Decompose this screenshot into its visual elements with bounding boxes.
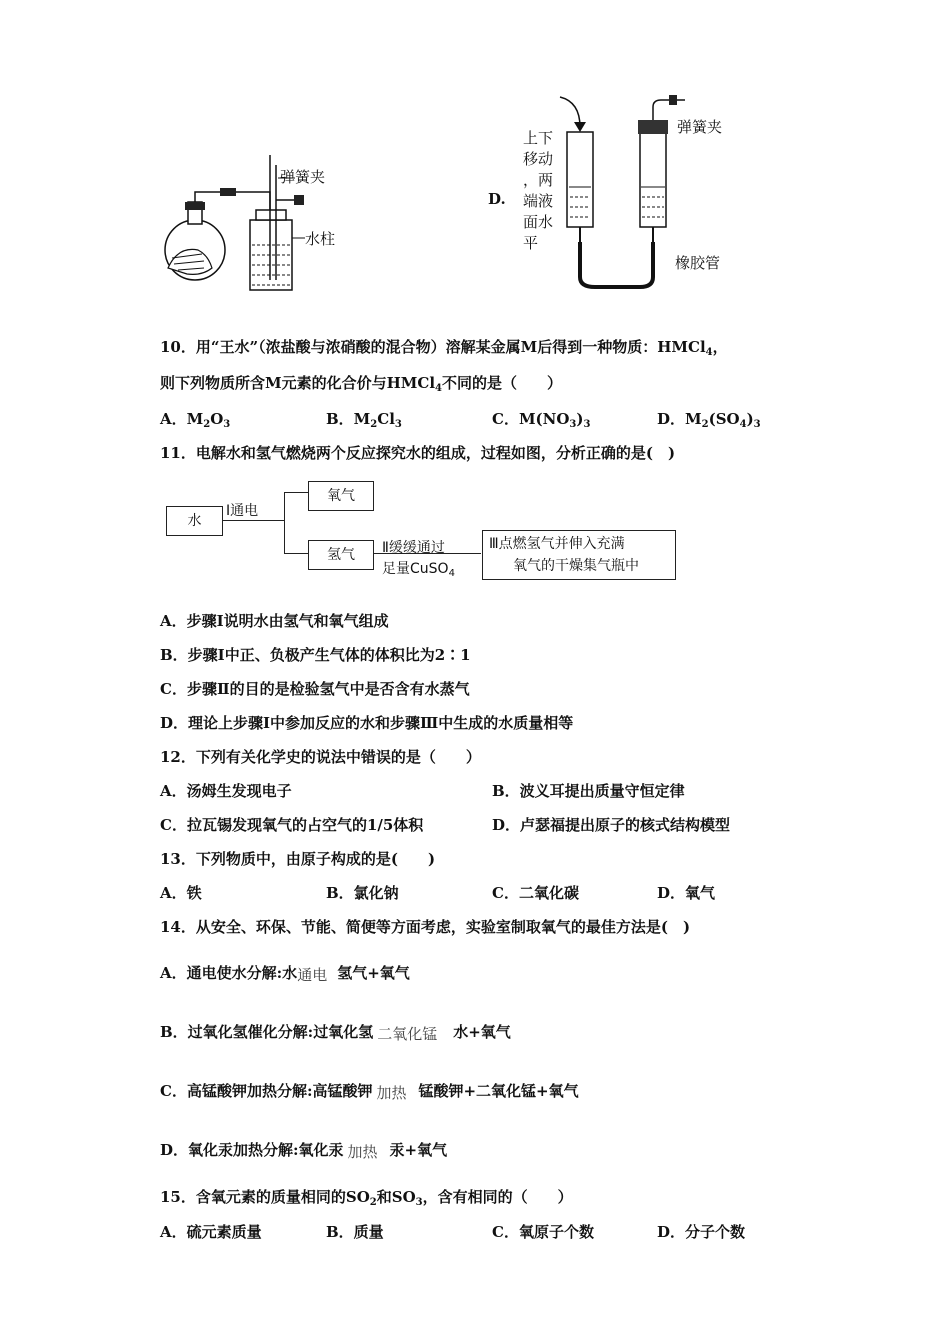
reaction-reactant: B．过氧化氢催化分解:过氧化氢 <box>160 1023 374 1041</box>
hydrogen-box <box>308 540 374 570</box>
q15-stem-a: 15．含氧元素的质量相同的SO <box>160 1188 370 1206</box>
oxygen-box <box>308 481 374 511</box>
q13-option-d[interactable]: D．氧气 <box>657 884 716 902</box>
step3-line2: 氧气的干燥集气瓶中 <box>513 558 639 574</box>
q10-stem-line2 <box>160 372 562 394</box>
q15-option-c[interactable]: C．氧原子个数 <box>492 1223 594 1241</box>
q15-stem-c: ，含有相同的（ ） <box>422 1188 573 1206</box>
note-line: 上下 <box>523 129 554 147</box>
q15-option-a[interactable]: A．硫元素质量 <box>160 1223 262 1241</box>
formula-part: (SO <box>708 410 740 428</box>
arrow-to-oxygen <box>284 492 308 493</box>
reaction-reactant: D．氧化汞加热分解:氧化汞 <box>160 1141 344 1159</box>
formula-sub: 4 <box>739 419 747 430</box>
formula-sub: 3 <box>753 419 761 430</box>
q15-stem-b: 和SO <box>376 1188 416 1206</box>
note-line: 面水 <box>523 213 554 231</box>
q13-option-a[interactable]: A．铁 <box>160 884 202 902</box>
q11-option-c[interactable]: C．步骤Ⅱ的目的是检验氢气中是否含有水蒸气 <box>160 680 470 698</box>
q10-option-c[interactable] <box>492 408 590 430</box>
reaction-product: 水+氧气 <box>453 1023 511 1041</box>
step2-line1: Ⅱ缓缓通过 <box>382 540 445 556</box>
formula-part: O <box>210 410 224 428</box>
q14-option-d[interactable] <box>160 1139 447 1160</box>
arrow-to-hydrogen <box>284 553 308 554</box>
clip-label-right: 弹簧夹 <box>677 118 723 136</box>
formula-part: Cl <box>377 410 395 428</box>
formula-part: C．M(NO <box>492 410 570 428</box>
q15-sub1: 2 <box>369 1197 377 1208</box>
step2-line2-text: 足量CuSO <box>382 561 449 577</box>
note-line: ，两 <box>523 171 554 189</box>
q10-option-d[interactable] <box>657 408 761 430</box>
q10-option-b[interactable] <box>326 408 402 430</box>
q12-option-a[interactable]: A．汤姆生发现电子 <box>160 782 292 800</box>
q10-line1-sub: 4 <box>705 347 713 358</box>
formula-sub: 2 <box>203 419 211 430</box>
q10-line2-sub: 4 <box>435 383 442 394</box>
rubber-tube-label: 橡胶管 <box>675 254 721 272</box>
reaction-condition: 通电 <box>297 966 328 984</box>
reaction-condition: 二氧化锰 <box>377 1025 438 1043</box>
q13-stem: 13．下列物质中，由原子构成的是( ) <box>160 850 436 868</box>
q10-stem-line1 <box>160 336 728 358</box>
hydrogen-label: 氢气 <box>327 547 355 563</box>
q11-option-a[interactable]: A．步骤Ⅰ说明水由氢气和氧气组成 <box>160 612 389 630</box>
oxygen-label: 氧气 <box>327 488 355 504</box>
q12-option-d[interactable]: D．卢瑟福提出原子的核式结构模型 <box>492 816 731 834</box>
formula-sub: 3 <box>394 419 402 430</box>
q14-stem: 14．从安全、环保、节能、简便等方面考虑，实验室制取氧气的最佳方法是( ) <box>160 918 691 936</box>
formula-sub: 3 <box>569 419 577 430</box>
formula-part: ) <box>576 410 584 428</box>
water-label: 水 <box>187 513 202 529</box>
q13-option-c[interactable]: C．二氧化碳 <box>492 884 579 902</box>
step2-line2 <box>382 558 455 579</box>
clip-label-left: 弹簧夹 <box>280 168 326 186</box>
reaction-reactant: C．高锰酸钾加热分解:高锰酸钾 <box>160 1082 373 1100</box>
note-line: 平 <box>523 234 539 252</box>
q11-stem: 11．电解水和氢气燃烧两个反应探究水的组成，过程如图，分析正确的是( ) <box>160 444 676 462</box>
figure-option-d: D. <box>488 190 506 208</box>
formula-sub: 3 <box>223 419 231 430</box>
q14-option-c[interactable] <box>160 1080 579 1101</box>
reaction-reactant: A．通电使水分解:水 <box>160 964 298 982</box>
q15-option-b[interactable]: B．质量 <box>326 1223 384 1241</box>
q14-option-b[interactable] <box>160 1021 511 1042</box>
q15-sub2: 3 <box>415 1197 423 1208</box>
q10-line2-b: 不同的是（ ） <box>442 374 563 392</box>
reaction-product: 锰酸钾+二氧化锰+氧气 <box>418 1082 579 1100</box>
water-column-label: 水柱 <box>305 230 336 248</box>
q10-line2-a: 则下列物质所含M元素的化合价与HMCl <box>160 374 436 392</box>
q10-option-a[interactable] <box>160 408 230 430</box>
q12-stem: 12．下列有关化学史的说法中错误的是（ ） <box>160 748 481 766</box>
reaction-condition: 加热 <box>376 1084 407 1102</box>
q14-option-a[interactable] <box>160 962 410 983</box>
q13-option-b[interactable]: B．氯化钠 <box>326 884 399 902</box>
vertical-note <box>523 128 557 254</box>
formula-sub: 2 <box>701 419 709 430</box>
q10-line1-end: ， <box>712 338 728 356</box>
reaction-product: 汞+氧气 <box>389 1141 448 1159</box>
formula-part: A．M <box>160 410 204 428</box>
arrow-line <box>222 520 284 521</box>
note-line: 移动 <box>523 150 554 168</box>
step1-label: Ⅰ通电 <box>226 503 259 519</box>
step3-line1: Ⅲ点燃氢气并伸入充满 <box>489 536 625 552</box>
branch-line <box>284 492 285 553</box>
q11-option-d[interactable]: D．理论上步骤Ⅰ中参加反应的水和步骤Ⅲ中生成的水质量相等 <box>160 714 574 732</box>
q11-option-b[interactable]: B．步骤Ⅰ中正、负极产生气体的体积比为2∶1 <box>160 646 471 664</box>
reaction-product: 氢气+氧气 <box>337 964 410 982</box>
water-box <box>166 506 223 536</box>
formula-part: D．M <box>657 410 702 428</box>
note-line: 端液 <box>523 192 554 210</box>
apparatus-figure-right <box>555 92 685 292</box>
q12-option-c[interactable]: C．拉瓦锡发现氧气的占空气的1/5体积 <box>160 816 424 834</box>
step2-sub: 4 <box>448 568 455 579</box>
step3-box <box>482 530 676 580</box>
q15-stem <box>160 1186 573 1208</box>
formula-part: B．M <box>326 410 371 428</box>
q15-option-d[interactable]: D．分子个数 <box>657 1223 746 1241</box>
formula-part: ) <box>746 410 754 428</box>
reaction-condition: 加热 <box>347 1143 378 1161</box>
formula-sub: 3 <box>583 419 591 430</box>
q10-line1-text: 10．用“王水”（浓盐酸与浓硝酸的混合物）溶解某金属M后得到一种物质：HMCl <box>160 338 706 356</box>
q12-option-b[interactable]: B．波义耳提出质量守恒定律 <box>492 782 685 800</box>
formula-sub: 2 <box>370 419 378 430</box>
